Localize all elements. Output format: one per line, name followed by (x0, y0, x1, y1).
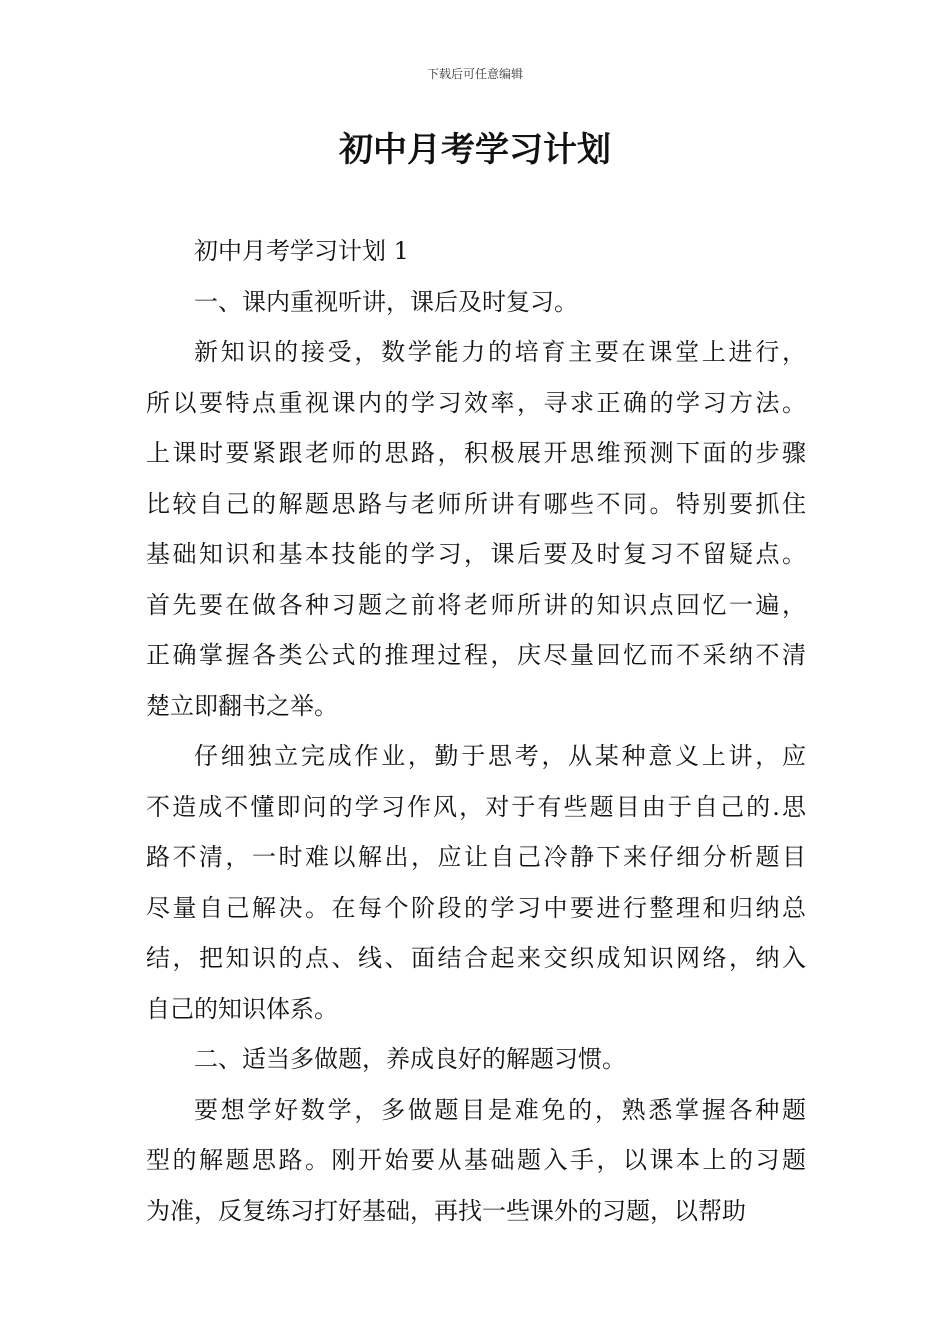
text-line: 为准，反复练习打好基础，再找一些课外的习题，以帮助 (146, 1196, 746, 1225)
paragraph (146, 277, 806, 328)
text-line: 尽量自己解决。在每个阶段的学习中要进行整理和归纳总 (146, 893, 806, 922)
text-line: 自己的知识体系。 (146, 994, 338, 1023)
paragraph (146, 1085, 806, 1237)
text-line: 首先要在做各种习题之前将老师所讲的知识点回忆一遍， (146, 590, 806, 619)
text-line: 二、适当多做题，养成良好的解题习惯。 (194, 1045, 626, 1073)
text-line: 比较自己的解题思路与老师所讲有哪些不同。特别要抓住 (146, 489, 806, 518)
text-line: 一、课内重视听讲，课后及时复习。 (194, 287, 578, 316)
text-line: 基础知识和基本技能的学习，课后要及时复习不留疑点。 (146, 540, 806, 568)
text-line: 所以要特点重视课内的学习效率，寻求正确的学习方法。 (146, 388, 806, 417)
paragraph (146, 731, 806, 1034)
text-line: 上课时要紧跟老师的思路，积极展开思维预测下面的步骤 (146, 439, 806, 467)
text-line: 路不清，一时难以解出，应让自己冷静下来仔细分析题目 (146, 843, 806, 871)
text-line: 不造成不懂即问的学习作风，对于有些题目由于自己的.思 (146, 792, 806, 821)
text-line: 要想学好数学，多做题目是难免的，熟悉掌握各种题 (194, 1095, 806, 1124)
paragraph (146, 226, 806, 277)
paragraph (146, 327, 806, 731)
paragraph (146, 1034, 806, 1085)
text-line: 楚立即翻书之举。 (146, 691, 338, 720)
document-body (146, 226, 806, 1236)
header-note: 下载后可任意编辑 (426, 67, 523, 81)
text-line: 型的解题思路。刚开始要从基础题入手，以课本上的习题 (146, 1146, 806, 1174)
text-line: 新知识的接受，数学能力的培育主要在课堂上进行， (194, 338, 806, 366)
text-line: 仔细独立完成作业，勤于思考，从某种意义上讲，应 (194, 742, 806, 770)
text-line: 初中月考学习计划 1 (194, 237, 409, 265)
text-line: 正确掌握各类公式的推理过程，庆尽量回忆而不采纳不清 (146, 641, 806, 669)
text-line: 结，把知识的点、线、面结合起来交织成知识网络，纳入 (146, 944, 806, 972)
document-title: 初中月考学习计划 (339, 130, 611, 170)
